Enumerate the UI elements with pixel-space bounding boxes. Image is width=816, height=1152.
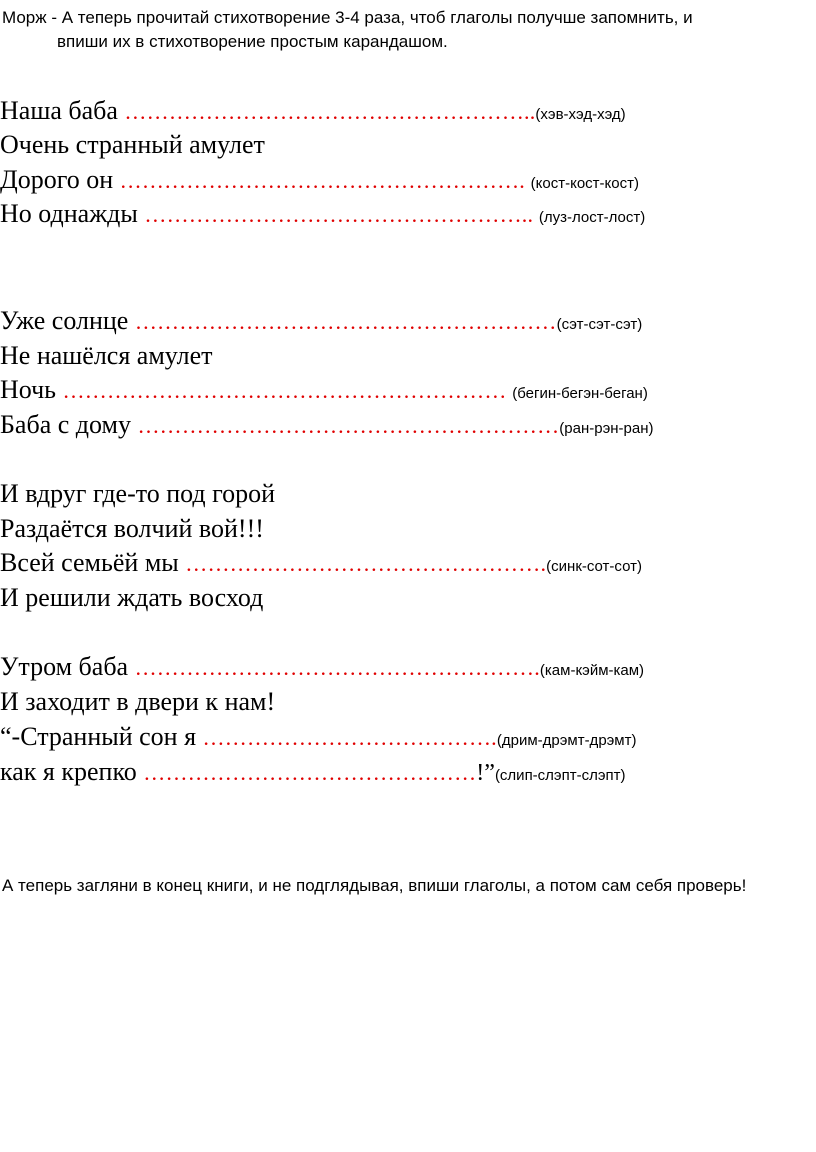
fill-in-blank[interactable]: ………………………………………………. <box>119 168 531 193</box>
poem-line <box>0 720 637 754</box>
poem-line <box>0 685 275 719</box>
poem-line <box>0 339 213 373</box>
poem-line <box>0 373 648 407</box>
poem-line-text: Но однажды <box>0 199 145 228</box>
fill-in-blank[interactable]: ……………………………………………….. <box>124 99 536 124</box>
poem-line <box>0 650 644 684</box>
poem-line-text: Не нашёлся амулет <box>0 341 213 370</box>
poem-line-text: И заходит в двери к нам! <box>0 687 276 716</box>
fill-in-blank[interactable]: …………………………………………………… <box>62 378 513 403</box>
fill-in-blank[interactable]: ………………………………………………… <box>134 309 557 334</box>
verb-hint: (кам-кэйм-кам) <box>539 662 645 679</box>
poem-line <box>0 477 275 511</box>
poem-line-text: Наша баба <box>0 96 125 125</box>
verb-hint: (бегин-бегэн-беган) <box>512 385 648 402</box>
verb-hint: (дрим-дрэмт-дрэмт) <box>496 732 637 749</box>
poem-line <box>0 581 263 615</box>
verb-hint: (хэв-хэд-хэд) <box>535 106 626 123</box>
fill-in-blank[interactable]: ………………………………………………… <box>137 413 560 438</box>
instructions <box>2 6 802 54</box>
verb-hint: (слип-слэпт-слэпт) <box>494 767 626 784</box>
poem-line-text: Всей семьёй мы <box>0 548 186 577</box>
fill-in-blank[interactable]: …………………………………………. <box>185 551 547 576</box>
verb-hint: (ран-рэн-ран) <box>559 420 654 437</box>
poem-line <box>0 408 653 442</box>
closing-instructions: А теперь загляни в конец книги, и не подглядывая, впиши глаголы, а потом сам себя проверь! <box>2 876 747 895</box>
verb-hint: (луз-лост-лост) <box>538 209 646 226</box>
instructions-line-1: Морж - А теперь прочитай стихотворение 3-4 раза, чтоб глаголы получше запомнить, и <box>2 8 693 27</box>
poem-line-text: Баба с дому <box>0 410 138 439</box>
poem-line <box>0 546 642 580</box>
poem-line-text: И вдруг где-то под горой <box>0 479 276 508</box>
poem-line <box>0 197 645 231</box>
poem-line <box>0 304 642 338</box>
fill-in-blank[interactable]: …………………………………………….. <box>144 202 539 227</box>
instructions-line-2: впиши их в стихотворение простым карандашом. <box>57 32 448 51</box>
poem-line-text: Раздаётся волчий вой!!! <box>0 514 264 543</box>
poem-line-text: Ночь <box>0 375 63 404</box>
poem-line-text: как я крепко <box>0 757 144 786</box>
poem-line-text: Утром баба <box>0 652 135 681</box>
poem-line <box>0 94 626 128</box>
poem-line-text: Очень странный амулет <box>0 130 265 159</box>
poem-line <box>0 512 264 546</box>
verb-hint: (кост-кост-кост) <box>530 175 639 192</box>
verb-hint: (сэт-сэт-сэт) <box>556 316 643 333</box>
poem-line <box>0 755 625 789</box>
verb-hint: (синк-сот-сот) <box>546 558 642 575</box>
poem-line-text: Уже солнце <box>0 306 135 335</box>
poem-line-text: Дорого он <box>0 165 120 194</box>
fill-in-blank[interactable]: …………………………………. <box>202 725 497 750</box>
poem-line-text: “-Странный сон я <box>0 722 203 751</box>
fill-in-blank[interactable]: ………………………………………………. <box>134 655 540 680</box>
poem-line <box>0 128 265 162</box>
fill-in-blank[interactable]: ……………………………………… <box>143 760 477 785</box>
closing-quote: !” <box>476 760 495 786</box>
poem-line <box>0 163 639 197</box>
poem-line-text: И решили ждать восход <box>0 583 264 612</box>
